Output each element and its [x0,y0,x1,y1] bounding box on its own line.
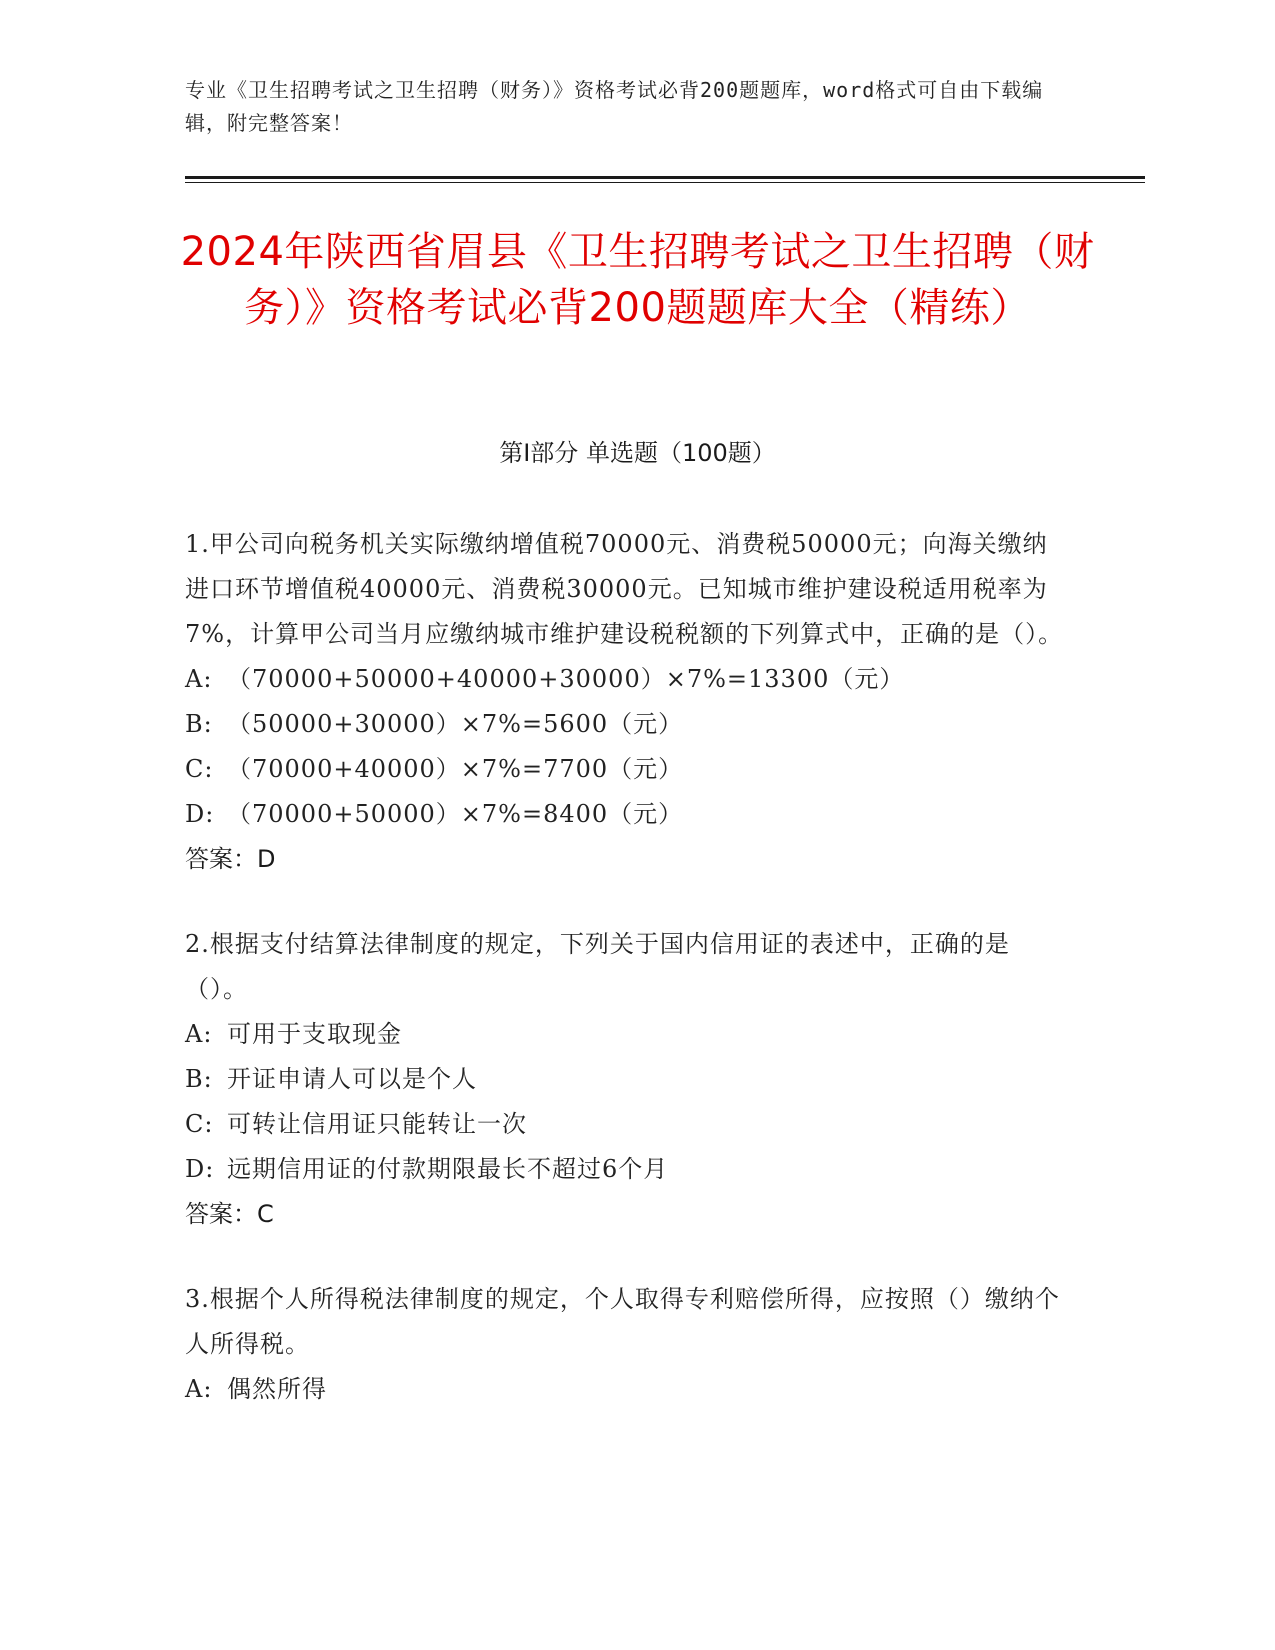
document-title: 2024年陕西省眉县《卫生招聘考试之卫生招聘（财务）》资格考试必背200题题库大全（精练） [180,229,1095,331]
question-stem: 2.根据支付结算法律制度的规定，下列关于国内信用证的表述中，正确的是（）。 [185,930,1010,1003]
option-key: C: [185,755,214,783]
option-text: 远期信用证的付款期限最长不超过6个月 [227,1155,669,1183]
question-2 [185,922,1065,1237]
option-a [185,1012,1065,1057]
option-key: B: [185,1065,213,1093]
option-text: （70000+50000）×7%=8400（元） [227,800,684,828]
option-text: 可转让信用证只能转让一次 [227,1110,527,1138]
option-text: （70000+50000+40000+30000）×7%=13300（元） [227,665,905,693]
option-key: D: [185,800,215,828]
option-c [185,1102,1065,1147]
option-key: A: [185,1020,213,1048]
option-b [185,1057,1065,1102]
question-list [185,522,1065,1412]
question-1 [185,522,1065,882]
option-a [185,657,1065,702]
option-a [185,1367,1065,1412]
option-text: （50000+30000）×7%=5600（元） [227,710,684,738]
header-note: 专业《卫生招聘考试之卫生招聘（财务）》资格考试必背200题题库，word格式可自由下载编辑，附完整答案！ [185,78,1044,135]
question-stem: 3.根据个人所得税法律制度的规定，个人取得专利赔偿所得，应按照（）缴纳个人所得税。 [185,1285,1060,1358]
option-c [185,747,1065,792]
section-title: 第I部分 单选题（100题） [499,439,776,467]
answer-line: 答案：C [185,1200,274,1228]
header-divider-thick [185,176,1145,179]
option-text: 开证申请人可以是个人 [227,1065,477,1093]
header-divider-thin [185,182,1145,183]
option-key: A: [185,665,213,693]
option-key: B: [185,710,213,738]
option-key: A: [185,1375,213,1403]
option-d [185,1147,1065,1192]
question-3 [185,1277,1065,1412]
answer-line: 答案：D [185,845,276,873]
option-key: C: [185,1110,214,1138]
option-key: D: [185,1155,215,1183]
option-text: 偶然所得 [227,1375,327,1403]
option-d [185,792,1065,837]
option-text: （70000+40000）×7%=7700（元） [227,755,684,783]
option-b [185,702,1065,747]
option-text: 可用于支取现金 [227,1020,402,1048]
question-stem: 1.甲公司向税务机关实际缴纳增值税70000元、消费税50000元；向海关缴纳进口环节增值税40000元、消费税30000元。已知城市维护建设税适用税率为7%，计算甲公司当月应缴纳城市维护建设税税额的下列算式中，正确的是（）。 [185,530,1064,648]
